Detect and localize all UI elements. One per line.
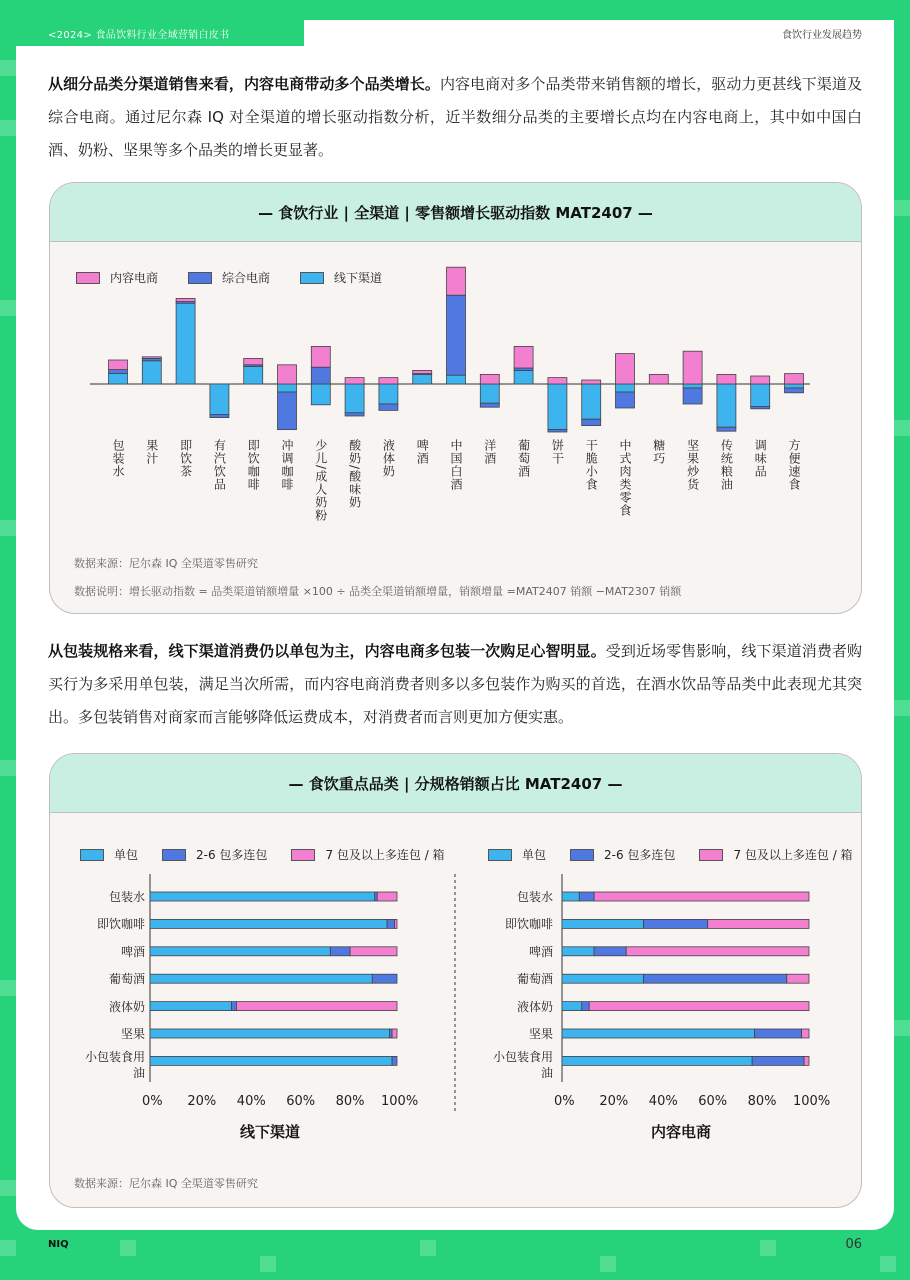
category-label: 葡萄酒 bbox=[516, 439, 531, 478]
packsize-bar-1 bbox=[392, 1056, 397, 1065]
pixel-decoration bbox=[260, 1256, 276, 1272]
category-label: 包装水 bbox=[111, 439, 125, 478]
x-tick-label: 20% bbox=[599, 1094, 629, 1109]
category-label: 干脆小食 bbox=[584, 439, 599, 491]
growth-bar-0 bbox=[176, 298, 195, 301]
category-label: 果汁 bbox=[144, 439, 159, 465]
pixel-decoration bbox=[0, 300, 16, 316]
legend-item bbox=[570, 846, 675, 863]
legend-label: 内容电商 bbox=[110, 271, 159, 285]
category-label: 啤酒 bbox=[415, 439, 430, 465]
packsize-bar-2 bbox=[804, 1056, 809, 1065]
growth-bar-0 bbox=[751, 376, 770, 384]
packaging-paragraph bbox=[48, 635, 862, 734]
category-label: 糖巧 bbox=[651, 439, 666, 465]
legend-label: 单包 bbox=[522, 848, 547, 862]
category-label: 冲调咖啡 bbox=[280, 439, 294, 491]
growth-bar-1 bbox=[109, 370, 128, 374]
legend-label: 7 包及以上多连包 / 箱 bbox=[325, 848, 445, 862]
pack-size-card bbox=[49, 753, 862, 1208]
packsize-bar-1 bbox=[330, 947, 350, 956]
growth-bar-2 bbox=[785, 384, 804, 388]
packsize-bar-0 bbox=[150, 947, 330, 956]
packsize-category-label: 包装水 bbox=[108, 890, 145, 904]
growth-bar-0 bbox=[683, 351, 702, 384]
packsize-bar-2 bbox=[787, 974, 809, 983]
growth-bar-1 bbox=[311, 367, 330, 384]
intro-paragraph-body: 内容电商对多个品类带来销售额的增长，驱动力更甚线下渠道及综合电商。通过尼尔森 IQ 对全渠道的增长驱动指数分析，近半数细分品类的主要增长点均在内容电商上，其中如中国白酒、奶粉、坚果等多个品类的增长更显著。 bbox=[48, 75, 862, 159]
growth-bar-0 bbox=[514, 346, 533, 368]
growth-bar-1 bbox=[785, 388, 804, 393]
growth-bar-0 bbox=[142, 357, 161, 359]
x-tick-label: 80% bbox=[335, 1094, 365, 1109]
packsize-bar-1 bbox=[387, 919, 394, 928]
growth-bar-2 bbox=[142, 361, 161, 384]
x-tick-label: 100% bbox=[381, 1094, 419, 1109]
growth-bar-2 bbox=[717, 384, 736, 427]
category-label: 坚果炒货 bbox=[685, 439, 700, 491]
packsize-bar-2 bbox=[395, 919, 397, 928]
growth-bar-2 bbox=[582, 384, 601, 419]
growth-bar-0 bbox=[582, 380, 601, 384]
intro-paragraph bbox=[48, 68, 862, 167]
pixel-decoration bbox=[0, 60, 16, 76]
growth-bar-1 bbox=[751, 406, 770, 408]
growth-bar-0 bbox=[345, 378, 364, 384]
packsize-bar-1 bbox=[372, 974, 397, 983]
growth-bar-1 bbox=[717, 427, 736, 431]
packsize-bar-2 bbox=[236, 1002, 397, 1011]
packsize-category-label: 小包装食用油 bbox=[84, 1050, 145, 1081]
growth-bar-2 bbox=[311, 384, 330, 405]
packsize-bar-0 bbox=[562, 974, 644, 983]
growth-bar-1 bbox=[379, 404, 398, 410]
legend-label: 2-6 包多连包 bbox=[604, 848, 676, 862]
growth-bar-0 bbox=[616, 354, 635, 384]
packsize-bar-0 bbox=[150, 919, 387, 928]
packsize-category-label: 小包装食用油 bbox=[492, 1050, 553, 1081]
legend-swatch-cyan bbox=[80, 849, 104, 861]
packsize-bar-1 bbox=[644, 974, 787, 983]
growth-bar-2 bbox=[514, 370, 533, 384]
category-label: 调味品 bbox=[753, 439, 768, 478]
packsize-bar-0 bbox=[562, 1056, 752, 1065]
growth-bar-1 bbox=[616, 392, 635, 408]
legend-swatch-cyan bbox=[488, 849, 512, 861]
x-tick-label: 60% bbox=[698, 1094, 728, 1109]
category-label: 传统粮油 bbox=[719, 439, 734, 491]
packsize-category-label: 即饮咖啡 bbox=[96, 917, 145, 932]
legend-swatch-pink bbox=[291, 849, 315, 861]
category-label: 方便速食 bbox=[787, 439, 801, 491]
packsize-bar-1 bbox=[582, 1002, 589, 1011]
growth-bar-2 bbox=[176, 303, 195, 384]
pack-size-source: 数据来源：尼尔森 IQ 全渠道零售研究 bbox=[74, 1177, 258, 1190]
packsize-category-label: 啤酒 bbox=[528, 944, 553, 959]
document-title: <2024> 食品饮料行业全域营销白皮书 bbox=[48, 30, 230, 41]
packsize-category-label: 坚果 bbox=[528, 1027, 553, 1041]
legend-swatch-blue bbox=[570, 849, 594, 861]
x-tick-label: 0% bbox=[142, 1094, 163, 1109]
packsize-bar-0 bbox=[562, 892, 579, 901]
pixel-decoration bbox=[894, 700, 910, 716]
x-tick-label: 0% bbox=[554, 1094, 575, 1109]
pack-size-title: — 食饮重点品类 | 分规格销额占比 MAT2407 — bbox=[50, 754, 861, 813]
category-label: 中国白酒 bbox=[449, 439, 463, 491]
packaging-paragraph-lead: 从包装规格来看，线下渠道消费仍以单包为主，内容电商多包装一次购足心智明显。 bbox=[48, 642, 606, 660]
packsize-bar-0 bbox=[150, 1002, 232, 1011]
packsize-bar-0 bbox=[150, 892, 375, 901]
packsize-category-label: 即饮咖啡 bbox=[504, 917, 553, 932]
category-label: 中式肉类零食 bbox=[618, 439, 632, 517]
packsize-bar-0 bbox=[562, 919, 644, 928]
legend-item bbox=[291, 846, 444, 863]
legend-label: 线下渠道 bbox=[334, 271, 383, 285]
x-tick-label: 40% bbox=[648, 1094, 678, 1109]
growth-bar-2 bbox=[109, 374, 128, 384]
growth-index-card bbox=[49, 182, 862, 614]
growth-bar-0 bbox=[413, 370, 432, 373]
packsize-category-label: 液体奶 bbox=[108, 999, 145, 1014]
packsize-category-label: 坚果 bbox=[120, 1027, 145, 1041]
category-label: 有汽饮品 bbox=[212, 439, 227, 491]
pixel-decoration bbox=[0, 520, 16, 536]
growth-bar-0 bbox=[548, 378, 567, 384]
growth-bar-0 bbox=[244, 358, 263, 364]
legend-item bbox=[162, 846, 267, 863]
growth-index-note: 数据说明：增长驱动指数 = 品类渠道销额增量 ×100 ÷ 品类全渠道销额增量，销额增量 =MAT2407 销额 −MAT2307 销额 bbox=[74, 585, 682, 598]
packaging-paragraph-body: 受到近场零售影响，线下渠道消费者购买行为多采用单包装，满足当次所需，而内容电商消费者则多以多包装作为购买的首选，在酒水饮品等品类中此表现尤其突出。多包装销售对商家而言能够降低运费成本，对消费者而言则更加方便实惠。 bbox=[48, 642, 862, 726]
growth-bar-0 bbox=[109, 360, 128, 370]
growth-bar-1 bbox=[683, 388, 702, 404]
category-label: 酸奶/酸味奶 bbox=[347, 439, 362, 510]
growth-index-title: — 食饮行业 | 全渠道 | 零售额增长驱动指数 MAT2407 — bbox=[50, 183, 861, 242]
packsize-bar-2 bbox=[377, 892, 397, 901]
packsize-bar-1 bbox=[579, 892, 594, 901]
growth-bar-2 bbox=[345, 384, 364, 413]
category-label: 少儿/成人奶粉 bbox=[313, 439, 328, 523]
online-panel-title: 内容电商 bbox=[651, 1123, 712, 1141]
offline-panel-title: 线下渠道 bbox=[240, 1123, 301, 1141]
growth-index-source: 数据来源：尼尔森 IQ 全渠道零售研究 bbox=[74, 557, 258, 570]
packsize-bar-2 bbox=[350, 947, 397, 956]
legend-label: 单包 bbox=[114, 848, 139, 862]
intro-paragraph-lead: 从细分品类分渠道销售来看，内容电商带动多个品类增长。 bbox=[48, 75, 440, 93]
pixel-decoration bbox=[0, 980, 16, 996]
legend-label: 7 包及以上多连包 / 箱 bbox=[733, 848, 853, 862]
pixel-decoration bbox=[0, 1180, 16, 1196]
growth-bar-2 bbox=[210, 384, 229, 414]
packsize-bar-2 bbox=[626, 947, 809, 956]
category-label: 即饮茶 bbox=[178, 439, 193, 478]
packsize-bar-2 bbox=[802, 1029, 809, 1038]
packsize-bar-0 bbox=[150, 1029, 390, 1038]
legend-item bbox=[699, 846, 852, 863]
pixel-decoration bbox=[880, 1256, 896, 1272]
category-label: 液体奶 bbox=[381, 439, 396, 478]
growth-bar-2 bbox=[278, 384, 297, 392]
packsize-category-label: 包装水 bbox=[516, 890, 553, 904]
legend-swatch-pink bbox=[699, 849, 723, 861]
growth-bar-1 bbox=[447, 295, 466, 375]
packsize-bar-1 bbox=[752, 1056, 804, 1065]
packsize-bar-0 bbox=[150, 1056, 392, 1065]
pixel-decoration bbox=[420, 1240, 436, 1256]
packsize-bar-0 bbox=[562, 1002, 582, 1011]
category-label: 即饮咖啡 bbox=[246, 439, 261, 491]
growth-bar-2 bbox=[447, 375, 466, 384]
growth-bar-1 bbox=[345, 413, 364, 416]
packsize-bar-2 bbox=[594, 892, 809, 901]
pack-size-charts bbox=[50, 874, 861, 1174]
legend-label: 综合电商 bbox=[222, 271, 271, 285]
packsize-bar-0 bbox=[562, 1029, 755, 1038]
packsize-category-label: 葡萄酒 bbox=[108, 972, 145, 987]
legend-item bbox=[488, 846, 546, 863]
pixel-decoration bbox=[894, 1020, 910, 1036]
section-title: 食饮行业发展趋势 bbox=[782, 30, 862, 41]
growth-bar-1 bbox=[480, 403, 499, 407]
x-tick-label: 20% bbox=[187, 1094, 217, 1109]
pixel-decoration bbox=[894, 420, 910, 436]
packsize-bar-2 bbox=[708, 919, 809, 928]
growth-bar-2 bbox=[616, 384, 635, 392]
pixel-decoration bbox=[0, 120, 16, 136]
growth-bar-0 bbox=[785, 374, 804, 384]
growth-bar-1 bbox=[582, 419, 601, 425]
growth-bar-0 bbox=[379, 378, 398, 384]
growth-bar-2 bbox=[683, 384, 702, 388]
packsize-category-label: 液体奶 bbox=[516, 999, 553, 1014]
packsize-bar-0 bbox=[562, 947, 594, 956]
online-legend bbox=[488, 846, 853, 863]
category-label: 洋酒 bbox=[482, 439, 497, 465]
packsize-bar-1 bbox=[594, 947, 626, 956]
category-label: 饼干 bbox=[550, 439, 565, 465]
growth-bar-2 bbox=[244, 366, 263, 384]
niq-logo: NIQ bbox=[48, 1239, 69, 1250]
packsize-bar-1 bbox=[755, 1029, 802, 1038]
x-tick-label: 100% bbox=[793, 1094, 831, 1109]
packsize-bar-2 bbox=[392, 1029, 397, 1038]
packsize-bar-0 bbox=[150, 974, 372, 983]
pixel-decoration bbox=[0, 760, 16, 776]
growth-bar-0 bbox=[311, 346, 330, 367]
growth-bar-2 bbox=[480, 384, 499, 403]
pixel-decoration bbox=[0, 1240, 16, 1256]
growth-bar-1 bbox=[548, 430, 567, 432]
growth-bar-1 bbox=[278, 392, 297, 430]
page-number: 06 bbox=[845, 1237, 862, 1252]
x-tick-label: 60% bbox=[286, 1094, 316, 1109]
growth-bar-2 bbox=[751, 384, 770, 406]
growth-bar-0 bbox=[717, 374, 736, 384]
growth-bar-1 bbox=[210, 414, 229, 417]
legend-swatch-blue bbox=[162, 849, 186, 861]
growth-bar-0 bbox=[649, 374, 668, 384]
offline-legend bbox=[80, 846, 445, 863]
x-tick-label: 80% bbox=[747, 1094, 777, 1109]
growth-bar-2 bbox=[413, 374, 432, 384]
growth-bar-2 bbox=[548, 384, 567, 430]
growth-bar-0 bbox=[278, 365, 297, 384]
pixel-decoration bbox=[120, 1240, 136, 1256]
growth-bar-0 bbox=[447, 267, 466, 295]
legend-item bbox=[80, 846, 138, 863]
packsize-category-label: 啤酒 bbox=[120, 944, 145, 959]
growth-bar-0 bbox=[480, 374, 499, 384]
pixel-decoration bbox=[600, 1256, 616, 1272]
packsize-bar-1 bbox=[644, 919, 708, 928]
x-tick-label: 40% bbox=[236, 1094, 266, 1109]
pixel-decoration bbox=[894, 200, 910, 216]
packsize-bar-1 bbox=[232, 1002, 237, 1011]
packsize-bar-2 bbox=[589, 1002, 809, 1011]
pixel-decoration bbox=[760, 1240, 776, 1256]
growth-bar-2 bbox=[379, 384, 398, 404]
packsize-category-label: 葡萄酒 bbox=[516, 972, 553, 987]
legend-label: 2-6 包多连包 bbox=[196, 848, 268, 862]
